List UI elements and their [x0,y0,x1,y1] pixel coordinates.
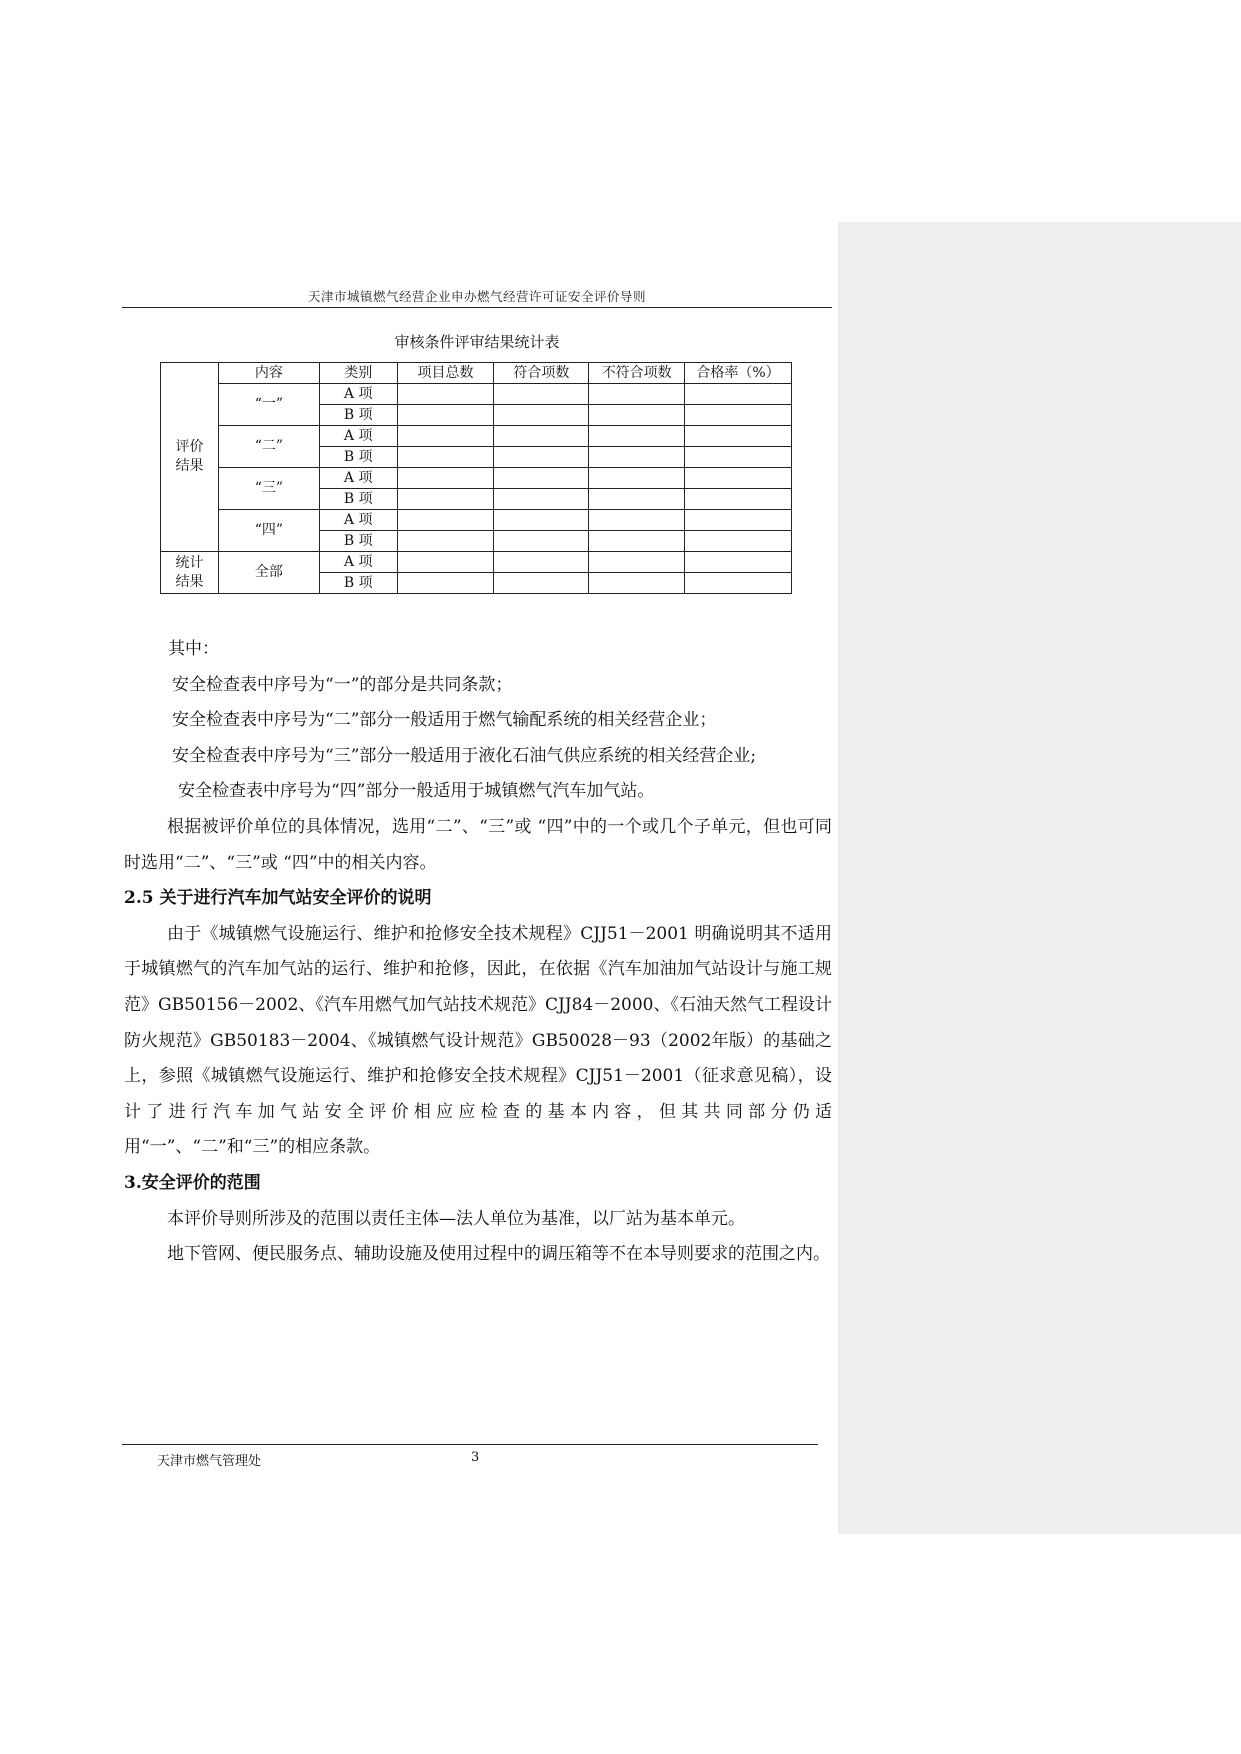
paragraph: 本评价导则所涉及的范围以责任主体—法人单位为基准，以厂站为基本单元。 [167,1208,745,1229]
lead-line: 其中： [168,639,219,659]
comment-pane [838,222,1241,1534]
group-stat-label: 统计结果 [175,554,204,590]
body-text [124,632,832,1273]
col-header: 项目总数 [397,363,494,384]
table-header-row [161,363,792,384]
section-heading: 3.安全评价的范围 [124,1172,261,1193]
content-cell: “四” [218,510,319,552]
group-stat-cell [161,552,219,594]
category-cell: A 项 [319,510,397,531]
content-cell: “三” [218,468,319,510]
table-row [161,384,792,405]
list-item: 安全检查表中序号为“四”部分一般适用于城镇燃气汽车加气站。 [178,781,655,802]
header-rule [122,307,832,308]
section-heading: 2.5 关于进行汽车加气站安全评价的说明 [124,888,432,909]
category-cell: B 项 [319,405,397,426]
list-item: 安全检查表中序号为“一”的部分是共同条款； [172,674,513,695]
category-cell: A 项 [319,468,397,489]
content-cell: 全部 [218,552,319,594]
footer-org: 天津市燃气管理处 [157,1454,262,1469]
table-row [161,426,792,447]
category-cell: B 项 [319,531,397,552]
group-eval-cell [161,363,219,552]
page-number: 3 [471,1450,480,1465]
paragraph: 地下管网、便民服务点、辅助设施及使用过程中的调压箱等不在本导则要求的范围之内。 [167,1244,830,1265]
col-header: 类别 [319,363,397,384]
content-cell: “二” [218,426,319,468]
group-eval-label: 评价结果 [175,439,204,474]
list-item: 安全检查表中序号为“三”部分一般适用于液化石油气供应系统的相关经营企业; [172,745,757,766]
col-header: 符合项数 [494,363,589,384]
paragraph: 由于《城镇燃气设施运行、维护和抢修安全技术规程》CJJ51－2001 明确说明其不适用于城镇燃气的汽车加气站的运行、维护和抢修，因此，在依据《汽车加油加气站设计与施工规范》GB50156－2002、《汽车用燃气加气站技术规范》CJJ84－2000、《石油天然气工程设计防火规范》GB50183－2004、《城镇燃气设计规范》GB50028－93（2002年版）的基础之上，参照《城镇燃气设施运行、维护和抢修安全技术规程》CJJ51－2001（征求意见稿），设计了进行汽车加气站安全评价相应应检查的基本内容，但其共同部分仍适用“一”、“二”和“三”的相应条款。 [124,923,832,1158]
content-cell: “一” [218,384,319,426]
running-header: 天津市城镇燃气经营企业申办燃气经营许可证安全评价导则 [307,289,646,304]
category-cell: B 项 [319,573,397,594]
table-row [161,552,792,573]
category-cell: A 项 [319,552,397,573]
table-row [161,468,792,489]
category-cell: A 项 [319,384,397,405]
table-row [161,510,792,531]
col-header: 不符合项数 [589,363,685,384]
category-cell: B 项 [319,489,397,510]
paragraph: 根据被评价单位的具体情况，选用“二”、“三”或 “四”中的一个或几个子单元，但也可同时选用“二”、“三”或 “四”中的相关内容。 [124,816,832,873]
category-cell: A 项 [319,426,397,447]
category-cell: B 项 [319,447,397,468]
table-title: 审核条件评审结果统计表 [394,333,560,351]
results-table [160,362,792,594]
footer-rule [122,1444,818,1445]
col-header: 内容 [218,363,319,384]
col-header: 合格率（%） [685,363,792,384]
list-item: 安全检查表中序号为“二”部分一般适用于燃气输配系统的相关经营企业； [172,710,717,731]
